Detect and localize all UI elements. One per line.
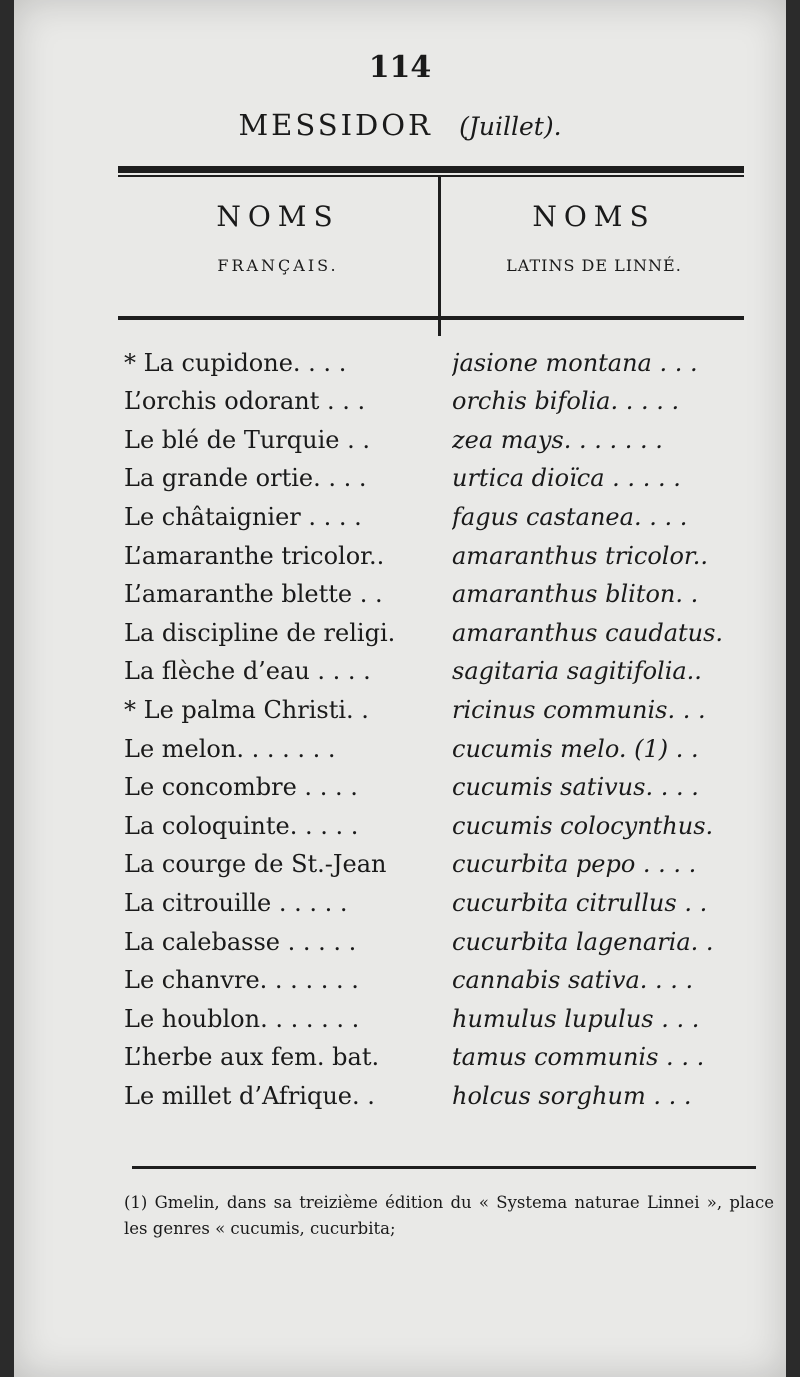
latin-name: jasione montana . . . [452,348,698,377]
latin-name: orchis bifolia. . . . . [452,387,680,416]
right-column-title: NOMS [532,200,656,233]
french-name: L’herbe aux fem. bat. [124,1043,380,1072]
french-name: La discipline de religi. [124,618,396,647]
table-row [124,840,764,879]
french-name: L’orchis odorant . . . [124,387,366,416]
french-name: * La cupidone. . . . [124,348,347,377]
table-row [124,531,764,570]
left-column-title: NOMS [216,200,340,233]
left-column-subtitle: FRANÇAIS. [217,256,339,275]
table-row [124,338,764,377]
latin-name: zea mays. . . . . . . [452,425,663,454]
latin-name: ricinus communis. . . [452,695,706,724]
french-name: Le concombre . . . . [124,773,358,802]
table-row [124,492,764,531]
top-thin-rule [118,175,744,177]
latin-name: cucurbita citrullus . . [452,888,708,917]
french-name: Le millet d’Afrique. . [124,1081,375,1110]
latin-name: urtica dioïca . . . . . [452,464,681,493]
table-body [124,338,764,1110]
french-name: L’amaranthe tricolor.. [124,541,385,570]
table-row [124,608,764,647]
table-row [124,377,764,416]
french-name: * Le palma Christi. . [124,695,369,724]
french-name: La flèche d’eau . . . . [124,657,371,686]
french-name: Le châtaignier . . . . [124,502,362,531]
table-row [124,763,764,802]
latin-name: sagitaria sagitifolia.. [452,657,702,686]
latin-name: amaranthus caudatus. [452,618,724,647]
latin-name: amaranthus bliton. . [452,580,699,609]
table-row [124,724,764,763]
french-name: La grande ortie. . . . [124,464,367,493]
french-name: La calebasse . . . . . [124,927,357,956]
latin-name: cucumis colocynthus. [452,811,714,840]
book-page [14,0,786,1377]
table-row [124,685,764,724]
footnote-rule [132,1166,756,1169]
column-divider [438,176,441,336]
latin-name: cannabis sativa. . . . [452,966,694,995]
french-name: Le chanvre. . . . . . . [124,966,359,995]
latin-name: cucurbita pepo . . . . [452,850,697,879]
footnote: (1) Gmelin, dans sa treizième édition du « Systema naturae Linnei », place les genres « cucumis, cucurbita; [124,1193,774,1238]
table-row [124,454,764,493]
table-row [124,917,764,956]
latin-name: cucumis melo. (1) . . [452,734,699,763]
latin-name: tamus communis . . . [452,1043,705,1072]
latin-name: humulus lupulus . . . [452,1004,700,1033]
french-name: La citrouille . . . . . [124,888,348,917]
latin-name: amaranthus tricolor.. [452,541,709,570]
table-row [124,415,764,454]
latin-name: cucurbita lagenaria. . [452,927,714,956]
table-row [124,570,764,609]
page-number: 114 [368,50,432,85]
running-head-month: (Juillet). [459,112,562,141]
right-column-subtitle: LATINS DE LINNÉ. [506,256,682,275]
latin-name: holcus sorghum . . . [452,1081,692,1110]
table-row [124,878,764,917]
top-thick-rule [118,166,744,173]
latin-name: cucumis sativus. . . . [452,773,699,802]
running-head-title: MESSIDOR [238,108,433,142]
table-row [124,1033,764,1072]
latin-name: fagus castanea. . . . [452,502,688,531]
table-row [124,647,764,686]
french-name: La courge de St.-Jean [124,850,387,879]
running-head [14,108,786,142]
table-row [124,956,764,995]
french-name: Le blé de Turquie . . [124,425,370,454]
table-row [124,994,764,1033]
table-row [124,1071,764,1110]
french-name: Le houblon. . . . . . . [124,1004,360,1033]
table-row [124,801,764,840]
header-rule [118,316,744,320]
french-name: La coloquinte. . . . . [124,811,359,840]
french-name: L’amaranthe blette . . [124,580,383,609]
french-name: Le melon. . . . . . . [124,734,336,763]
